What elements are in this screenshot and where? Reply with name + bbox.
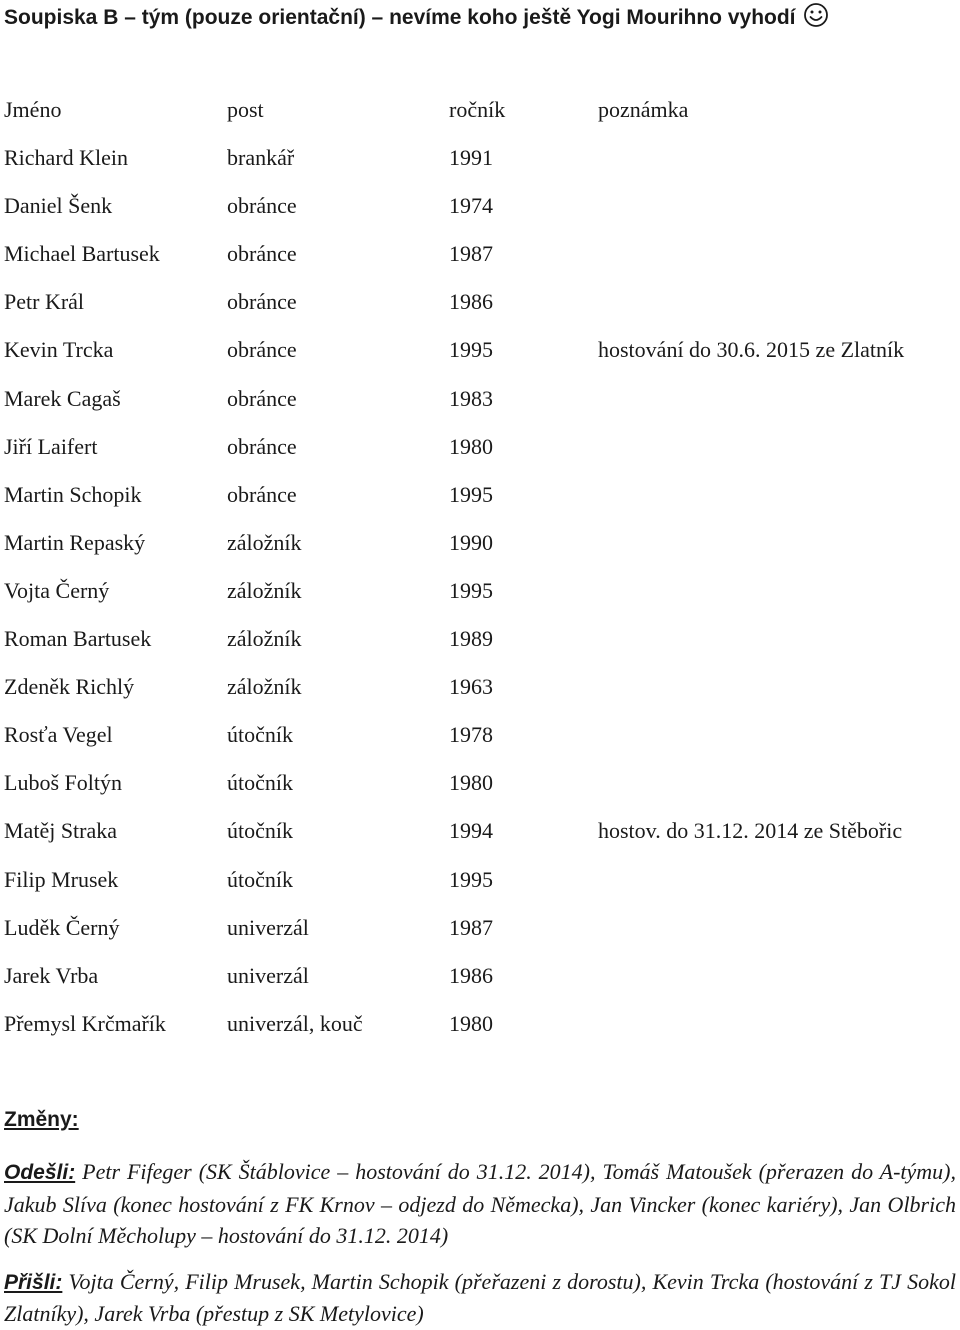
player-post: záložník — [227, 529, 302, 555]
player-post: brankář — [227, 145, 295, 171]
player-post: záložník — [227, 577, 302, 603]
player-post: univerzál — [227, 914, 309, 940]
table-row — [0, 615, 960, 663]
page-title — [4, 2, 829, 32]
table-row — [0, 375, 960, 423]
player-year: 1987 — [449, 241, 493, 267]
changes-section — [4, 1104, 956, 1330]
roster-table — [0, 86, 960, 1048]
player-post: obránce — [227, 433, 297, 459]
departed-text: Petr Fifeger (SK Štáblovice – hostování do 31.12. 2014), Tomáš Matoušek (přerazen do A-týmu), Jakub Slíva (konec hostování z FK Krnov – odjezd do Německa), Jan Vincker (konec kariéry), Jan Olbrich (SK Dolní Měcholupy – hostování do 31.12. 2014) — [4, 1159, 956, 1248]
player-post: útočník — [227, 866, 293, 892]
player-name: Marek Cagaš — [4, 385, 121, 411]
arrived-text: Vojta Černý, Filip Mrusek, Martin Schopik (přeřazeni z dorostu), Kevin Trcka (hostování z TJ Sokol Zlatníky), Jarek Vrba (přestup z SK Metylovice) — [4, 1268, 956, 1326]
table-row — [0, 471, 960, 519]
player-year: 1991 — [449, 145, 493, 171]
player-year: 1974 — [449, 193, 493, 219]
player-name: Zdeněk Richlý — [4, 674, 135, 700]
column-header-post: post — [227, 97, 264, 122]
player-year: 1995 — [449, 337, 493, 363]
player-post: obránce — [227, 193, 297, 219]
player-post: obránce — [227, 289, 297, 315]
player-name: Daniel Šenk — [4, 193, 113, 219]
player-post: útočník — [227, 818, 293, 844]
player-year: 1978 — [449, 722, 493, 748]
player-year: 1995 — [449, 866, 493, 892]
player-name: Martin Schopik — [4, 481, 142, 507]
departed-label: Odešli: — [4, 1161, 76, 1184]
player-year: 1983 — [449, 385, 493, 411]
table-row — [0, 904, 960, 952]
changes-heading: Změny: — [4, 1108, 79, 1131]
player-name: Martin Repaský — [4, 529, 146, 555]
player-year: 1994 — [449, 818, 493, 844]
player-post: záložník — [227, 674, 302, 700]
table-row — [0, 134, 960, 182]
column-header-name: Jméno — [4, 97, 62, 122]
table-row — [0, 423, 960, 471]
arrived-paragraph — [4, 1266, 956, 1330]
player-year: 1990 — [449, 529, 493, 555]
smiley-icon — [803, 2, 829, 28]
player-post: univerzál — [227, 962, 309, 988]
player-post: obránce — [227, 337, 297, 363]
player-name: Vojta Černý — [4, 577, 110, 603]
player-year: 1989 — [449, 626, 493, 652]
player-name: Michael Bartusek — [4, 241, 160, 267]
table-row — [0, 519, 960, 567]
player-year: 1987 — [449, 914, 493, 940]
table-row — [0, 952, 960, 1000]
player-year: 1980 — [449, 770, 493, 796]
player-post: obránce — [227, 241, 297, 267]
player-post: útočník — [227, 770, 293, 796]
player-year: 1986 — [449, 289, 493, 315]
player-name: Jiří Laifert — [4, 433, 98, 459]
player-name: Luboš Foltýn — [4, 770, 122, 796]
player-name: Přemysl Krčmařík — [4, 1010, 166, 1036]
player-year: 1995 — [449, 481, 493, 507]
table-row — [0, 230, 960, 278]
page-title-text: Soupiska B – tým (pouze orientační) – nevíme koho ještě Yogi Mourihno vyhodí — [4, 6, 796, 29]
table-row — [0, 1000, 960, 1048]
roster-header-row — [0, 86, 960, 134]
column-header-note: poznámka — [598, 97, 689, 122]
table-row — [0, 856, 960, 904]
player-post: obránce — [227, 385, 297, 411]
player-name: Roman Bartusek — [4, 626, 152, 652]
arrived-label: Přišli: — [4, 1270, 63, 1294]
player-name: Luděk Černý — [4, 914, 120, 940]
player-post: útočník — [227, 722, 293, 748]
player-rows — [0, 134, 960, 1048]
player-name: Jarek Vrba — [4, 962, 99, 988]
table-row — [0, 567, 960, 615]
table-row — [0, 711, 960, 759]
table-row — [0, 182, 960, 230]
table-row — [0, 663, 960, 711]
player-note: hostov. do 31.12. 2014 ze Stěbořic — [598, 818, 903, 844]
player-note: hostování do 30.6. 2015 ze Zlatník — [598, 337, 905, 363]
player-post: univerzál, kouč — [227, 1010, 363, 1036]
table-row — [0, 759, 960, 807]
player-name: Filip Mrusek — [4, 866, 119, 892]
player-name: Kevin Trcka — [4, 337, 114, 363]
table-row — [0, 278, 960, 326]
player-name: Matěj Straka — [4, 818, 118, 844]
table-row — [0, 807, 960, 855]
player-name: Richard Klein — [4, 145, 129, 171]
player-year: 1980 — [449, 433, 493, 459]
table-row — [0, 326, 960, 374]
player-year: 1980 — [449, 1010, 493, 1036]
player-year: 1986 — [449, 962, 493, 988]
departed-paragraph — [4, 1156, 956, 1252]
column-header-year: ročník — [449, 97, 506, 122]
player-post: obránce — [227, 481, 297, 507]
player-year: 1995 — [449, 577, 493, 603]
player-name: Rosťa Vegel — [4, 722, 113, 748]
player-post: záložník — [227, 626, 302, 652]
player-year: 1963 — [449, 674, 493, 700]
player-name: Petr Král — [4, 289, 85, 315]
